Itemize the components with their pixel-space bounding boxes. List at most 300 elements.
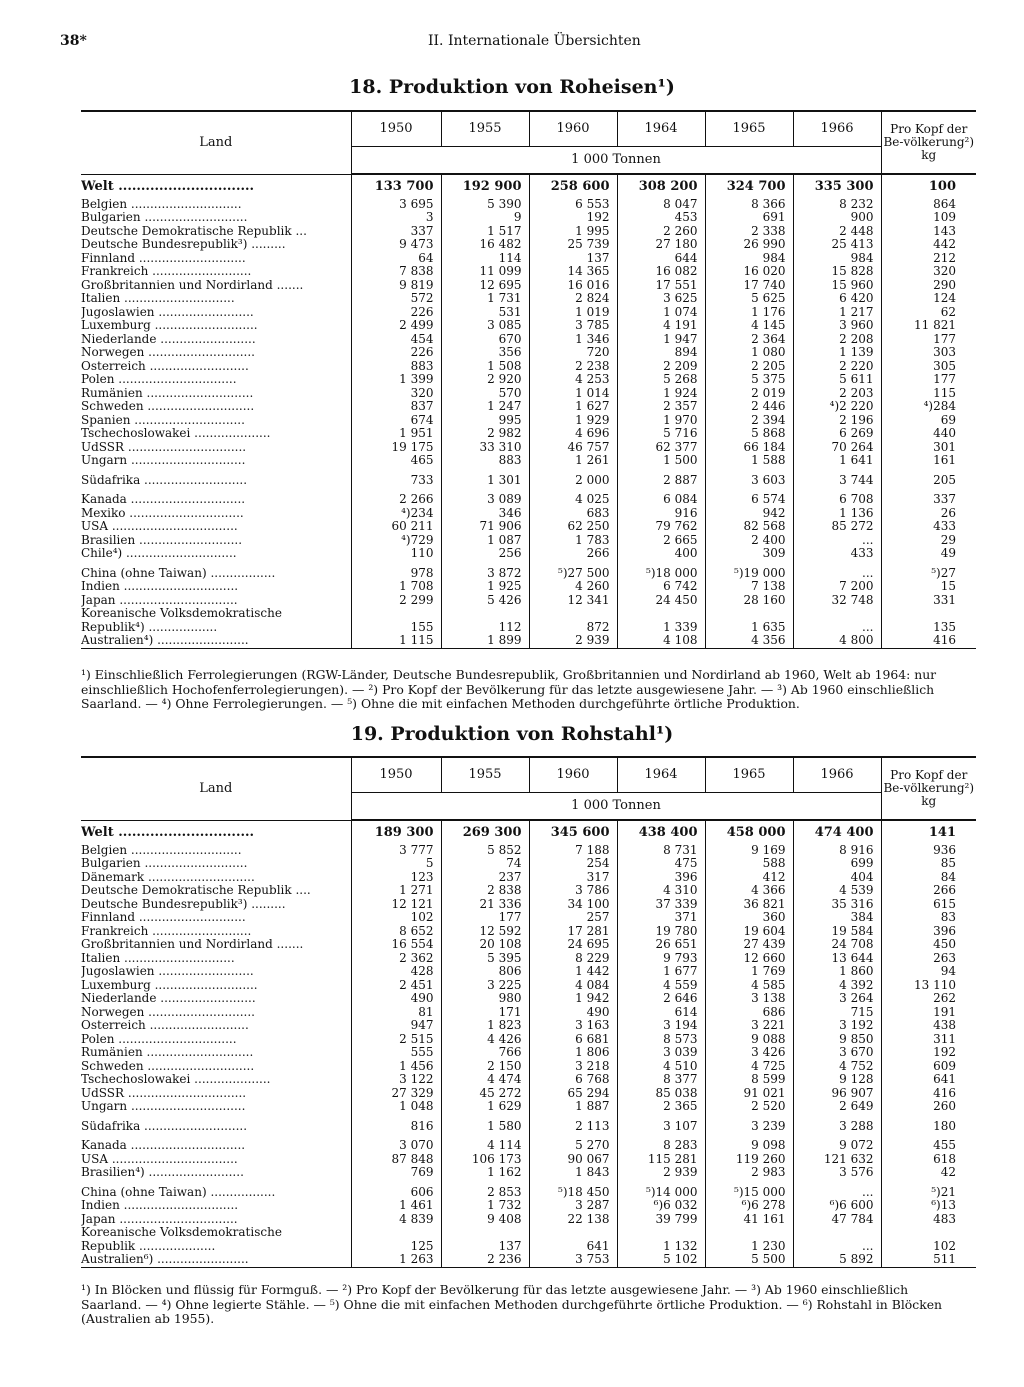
per-capita-cell: 442 xyxy=(881,238,976,252)
value-cell: 6 768 xyxy=(529,1073,617,1087)
value-cell: 26 990 xyxy=(705,238,793,252)
value-cell: 1 635 xyxy=(705,607,793,634)
value-cell: 1 346 xyxy=(529,333,617,347)
value-cell: 5 892 xyxy=(793,1253,881,1267)
value-cell: ⁶)6 278 xyxy=(705,1199,793,1213)
value-cell: 5 500 xyxy=(705,1253,793,1267)
value-cell: 1 230 xyxy=(705,1226,793,1253)
value-cell: 715 xyxy=(793,1006,881,1020)
value-cell: 475 xyxy=(617,857,705,871)
value-cell: 1 970 xyxy=(617,414,705,428)
table-row xyxy=(81,534,976,548)
per-capita-cell: 320 xyxy=(881,265,976,279)
value-cell: 978 xyxy=(351,561,441,581)
value-cell: 883 xyxy=(441,454,529,468)
table-19-footnote: ¹) In Blöcken und flüssig für Formguß. — ²) Pro Kopf der Bevölkerung für das letzte ausgewiesene Jahr. — ³) Ab 1960 einschließlich Saarland. — ⁴) Ohne legierte Stähle. — ⁵) Ohne die mit einfachen Methoden durchgeführte örtliche Produktion. — ⁶) Rohstahl in Blöcken (Australien ab 1955). xyxy=(81,1282,943,1326)
country-cell: Schweden ............................ xyxy=(81,400,255,413)
table-row xyxy=(81,306,976,320)
value-cell: 1 080 xyxy=(705,346,793,360)
per-capita-cell: 109 xyxy=(881,211,976,225)
value-cell: 9 408 xyxy=(441,1213,529,1227)
value-cell: 4 260 xyxy=(529,580,617,594)
table-row xyxy=(81,454,976,468)
value-cell: 4 839 xyxy=(351,1213,441,1227)
country-cell: Schweden ............................ xyxy=(81,1059,255,1073)
value-cell: 1 995 xyxy=(529,225,617,239)
value-cell: ⁵)15 000 xyxy=(705,1180,793,1200)
country-cell: Welt .............................. xyxy=(81,824,255,840)
value-cell: 9 072 xyxy=(793,1133,881,1153)
value-cell: 102 xyxy=(351,911,441,925)
value-cell: 25 739 xyxy=(529,238,617,252)
value-cell: 11 099 xyxy=(441,265,529,279)
value-cell: 8 573 xyxy=(617,1033,705,1047)
per-capita-cell: 450 xyxy=(881,938,976,952)
table-row xyxy=(81,992,976,1006)
value-cell: 226 xyxy=(351,346,441,360)
value-cell: 691 xyxy=(705,211,793,225)
value-cell: 7 838 xyxy=(351,265,441,279)
value-cell: 5 390 xyxy=(441,198,529,212)
value-cell: 2 853 xyxy=(441,1180,529,1200)
value-cell: 3 221 xyxy=(705,1019,793,1033)
table-row xyxy=(81,1253,976,1267)
value-cell: 9 819 xyxy=(351,279,441,293)
table-row xyxy=(81,1033,976,1047)
value-cell: 1 461 xyxy=(351,1199,441,1213)
table-row xyxy=(81,979,976,993)
value-cell: 74 xyxy=(441,857,529,871)
value-cell: 2 982 xyxy=(441,427,529,441)
value-cell: 2 362 xyxy=(351,952,441,966)
table-row xyxy=(81,1073,976,1087)
value-cell: 8 047 xyxy=(617,198,705,212)
value-cell: 872 xyxy=(529,607,617,634)
column-header-per-capita: Pro Kopf der Be-völkerung²) kg xyxy=(881,111,976,174)
country-cell: Japan ............................... xyxy=(81,593,238,607)
value-cell: 226 xyxy=(351,306,441,320)
country-cell: China (ohne Taiwan) ................. xyxy=(81,1184,276,1199)
value-cell: 670 xyxy=(441,333,529,347)
value-cell: 5 375 xyxy=(705,373,793,387)
value-cell: 115 281 xyxy=(617,1153,705,1167)
value-cell: 2 824 xyxy=(529,292,617,306)
value-cell: 371 xyxy=(617,911,705,925)
page-header xyxy=(60,33,960,53)
value-cell: 27 180 xyxy=(617,238,705,252)
value-cell: 3 872 xyxy=(441,561,529,581)
value-cell: 3 xyxy=(351,211,441,225)
value-cell: 17 740 xyxy=(705,279,793,293)
table-row xyxy=(81,1133,976,1153)
per-capita-cell: 83 xyxy=(881,911,976,925)
value-cell: 13 644 xyxy=(793,952,881,966)
country-cell: Bulgarien ........................... xyxy=(81,211,248,224)
value-cell: 96 907 xyxy=(793,1087,881,1101)
table-19-rohstahl xyxy=(81,756,976,1268)
table-row xyxy=(81,965,976,979)
value-cell: 2 499 xyxy=(351,319,441,333)
value-cell: 119 260 xyxy=(705,1153,793,1167)
value-cell: ⁴)2 220 xyxy=(793,400,881,414)
value-cell: 400 xyxy=(617,547,705,561)
value-cell: 2 646 xyxy=(617,992,705,1006)
per-capita-cell: 11 821 xyxy=(881,319,976,333)
column-header-land: Land xyxy=(81,757,351,820)
value-cell: 683 xyxy=(529,507,617,521)
value-cell: 356 xyxy=(441,346,529,360)
per-capita-cell: 49 xyxy=(881,547,976,561)
table-row xyxy=(81,547,976,561)
table-row xyxy=(81,1180,976,1200)
country-cell: Chile⁴) ............................. xyxy=(81,547,237,560)
table-row xyxy=(81,594,976,608)
value-cell: 3 753 xyxy=(529,1253,617,1267)
value-cell: 15 828 xyxy=(793,265,881,279)
section-title: II. Internationale Übersichten xyxy=(428,33,641,49)
value-cell: 1 732 xyxy=(441,1199,529,1213)
per-capita-cell: 192 xyxy=(881,1046,976,1060)
value-cell: 9 473 xyxy=(351,238,441,252)
value-cell: 4 356 xyxy=(705,634,793,648)
value-cell: 12 592 xyxy=(441,925,529,939)
table-row xyxy=(81,360,976,374)
country-cell: Deutsche Demokratische Republik ... xyxy=(81,224,307,238)
per-capita-cell: 177 xyxy=(881,333,976,347)
value-cell: 5 426 xyxy=(441,594,529,608)
value-cell: 6 574 xyxy=(705,487,793,507)
value-cell: 3 225 xyxy=(441,979,529,993)
value-cell: 3 194 xyxy=(617,1019,705,1033)
value-cell: 254 xyxy=(529,857,617,871)
value-cell: 17 281 xyxy=(529,925,617,939)
value-cell: 454 xyxy=(351,333,441,347)
value-cell: 256 xyxy=(441,547,529,561)
table-row xyxy=(81,211,976,225)
value-cell: 22 138 xyxy=(529,1213,617,1227)
value-cell: 2 365 xyxy=(617,1100,705,1114)
per-capita-cell: 15 xyxy=(881,580,976,594)
country-cell: Deutsche Demokratische Republik .... xyxy=(81,884,311,897)
per-capita-cell: 62 xyxy=(881,306,976,320)
value-cell: 14 365 xyxy=(529,265,617,279)
country-cell: Südafrika ........................... xyxy=(81,472,248,487)
country-cell: Niederlande ......................... xyxy=(81,992,256,1005)
table-row xyxy=(81,1019,976,1033)
value-cell: 686 xyxy=(705,1006,793,1020)
value-cell: 324 700 xyxy=(705,174,793,198)
country-cell: Welt .............................. xyxy=(81,178,255,194)
value-cell: 258 600 xyxy=(529,174,617,198)
value-cell: 396 xyxy=(617,871,705,885)
table-row xyxy=(81,387,976,401)
value-cell: 947 xyxy=(351,1019,441,1033)
per-capita-cell: 438 xyxy=(881,1019,976,1033)
country-cell: Brasilien⁴) ......................... xyxy=(81,1166,244,1179)
value-cell: 9 128 xyxy=(793,1073,881,1087)
value-cell: 2 208 xyxy=(793,333,881,347)
table-row xyxy=(81,1153,976,1167)
per-capita-cell: 263 xyxy=(881,952,976,966)
value-cell: 2 448 xyxy=(793,225,881,239)
country-cell: Niederlande ......................... xyxy=(81,332,256,346)
value-cell: 412 xyxy=(705,871,793,885)
per-capita-cell: 29 xyxy=(881,534,976,548)
value-cell: 1 136 xyxy=(793,507,881,521)
table-row xyxy=(81,561,976,581)
table-18-footnote: ¹) Einschließlich Ferrolegierungen (RGW-Länder, Deutsche Bundesrepublik, Großbritannien und Nordirland ab 1960, Welt ab 1964: nur einschließlich Hochofenferrolegierungen). — ²) Pro Kopf der Bevölkerung für das letzte ausgewiesene Jahr. — ³) Ab 1960 einschließlich Saarland. — ⁴) Ohne Ferrolegierungen. — ⁵) Ohne die mit einfachen Methoden durchgeführte örtliche Produktion. xyxy=(81,667,937,711)
table-18-roheisen xyxy=(81,110,976,649)
value-cell: 3 288 xyxy=(793,1114,881,1134)
value-cell: 192 xyxy=(529,211,617,225)
value-cell: 720 xyxy=(529,346,617,360)
value-cell: 41 161 xyxy=(705,1213,793,1227)
value-cell: 4 392 xyxy=(793,979,881,993)
per-capita-cell: 290 xyxy=(881,279,976,293)
per-capita-cell: 42 xyxy=(881,1166,976,1180)
per-capita-cell: 161 xyxy=(881,454,976,468)
table-row xyxy=(81,1060,976,1074)
country-cell: Indien .............................. xyxy=(81,580,239,593)
value-cell: 5 102 xyxy=(617,1253,705,1267)
value-cell: 12 660 xyxy=(705,952,793,966)
table-row xyxy=(81,952,976,966)
value-cell: 1 247 xyxy=(441,400,529,414)
value-cell: 2 649 xyxy=(793,1100,881,1114)
value-cell: 4 025 xyxy=(529,487,617,507)
per-capita-cell: 416 xyxy=(881,634,976,648)
per-capita-cell: 212 xyxy=(881,252,976,266)
value-cell: 1 263 xyxy=(351,1253,441,1267)
value-cell: 1 442 xyxy=(529,965,617,979)
value-cell: 7 138 xyxy=(705,580,793,594)
country-cell: Italien ............................. xyxy=(81,292,235,305)
value-cell: 6 553 xyxy=(529,198,617,212)
value-cell: 4 310 xyxy=(617,884,705,898)
value-cell: 2 205 xyxy=(705,360,793,374)
value-cell: 16 020 xyxy=(705,265,793,279)
value-cell: 9 169 xyxy=(705,844,793,858)
value-cell: 79 762 xyxy=(617,520,705,534)
table-row xyxy=(81,607,976,634)
value-cell: 2 203 xyxy=(793,387,881,401)
value-cell: 110 xyxy=(351,547,441,561)
value-cell: 2 520 xyxy=(705,1100,793,1114)
value-cell: 257 xyxy=(529,911,617,925)
value-cell: 4 426 xyxy=(441,1033,529,1047)
column-header-year: 1960 xyxy=(529,757,617,793)
per-capita-cell: 135 xyxy=(881,607,976,634)
table-row xyxy=(81,346,976,360)
value-cell: 1 261 xyxy=(529,454,617,468)
value-cell: 1 517 xyxy=(441,225,529,239)
per-capita-cell: 141 xyxy=(881,820,976,844)
value-cell: ⁴)729 xyxy=(351,534,441,548)
country-cell: Ungarn .............................. xyxy=(81,454,246,467)
value-cell: 1 899 xyxy=(441,634,529,648)
value-cell: 71 906 xyxy=(441,520,529,534)
value-cell: 465 xyxy=(351,454,441,468)
value-cell: 453 xyxy=(617,211,705,225)
value-cell: 5 852 xyxy=(441,844,529,858)
value-cell: 112 xyxy=(441,607,529,634)
per-capita-cell: 177 xyxy=(881,373,976,387)
value-cell: 1 139 xyxy=(793,346,881,360)
value-cell: 4 366 xyxy=(705,884,793,898)
value-cell: 404 xyxy=(793,871,881,885)
country-cell: Polen ............................... xyxy=(81,373,237,386)
table-row xyxy=(81,857,976,871)
value-cell: 2 665 xyxy=(617,534,705,548)
value-cell: 1 731 xyxy=(441,292,529,306)
table-row xyxy=(81,252,976,266)
country-cell: UdSSR ............................... xyxy=(81,1086,247,1100)
table-row xyxy=(81,238,976,252)
per-capita-cell: 864 xyxy=(881,198,976,212)
value-cell: 572 xyxy=(351,292,441,306)
per-capita-cell: 511 xyxy=(881,1253,976,1267)
table-row xyxy=(81,1166,976,1180)
value-cell: 1 339 xyxy=(617,607,705,634)
country-cell: Kanada .............................. xyxy=(81,1138,246,1152)
value-cell: 337 xyxy=(351,225,441,239)
per-capita-cell: 301 xyxy=(881,441,976,455)
per-capita-cell: 94 xyxy=(881,965,976,979)
value-cell: 66 184 xyxy=(705,441,793,455)
value-cell: 4 752 xyxy=(793,1060,881,1074)
table-row xyxy=(81,279,976,293)
table-row xyxy=(81,938,976,952)
value-cell: 4 725 xyxy=(705,1060,793,1074)
value-cell: 4 191 xyxy=(617,319,705,333)
value-cell: 8 599 xyxy=(705,1073,793,1087)
country-cell: Italien ............................. xyxy=(81,951,235,965)
country-cell: Brasilien ........................... xyxy=(81,533,243,547)
per-capita-cell: 609 xyxy=(881,1060,976,1074)
country-cell: Finnland ............................ xyxy=(81,251,246,265)
value-cell: 1 399 xyxy=(351,373,441,387)
value-cell: 4 510 xyxy=(617,1060,705,1074)
per-capita-cell: 191 xyxy=(881,1006,976,1020)
value-cell: 114 xyxy=(441,252,529,266)
table-row xyxy=(81,468,976,488)
value-cell: 155 xyxy=(351,607,441,634)
value-cell: 1 048 xyxy=(351,1100,441,1114)
value-cell: ⁵)18 000 xyxy=(617,561,705,581)
value-cell: 837 xyxy=(351,400,441,414)
country-cell: Koreanische Volksdemokratische Republik⁴) .................. xyxy=(81,607,282,634)
per-capita-cell: 266 xyxy=(881,884,976,898)
value-cell: 984 xyxy=(705,252,793,266)
value-cell: 3 089 xyxy=(441,487,529,507)
value-cell: 17 551 xyxy=(617,279,705,293)
value-cell: 12 695 xyxy=(441,279,529,293)
value-cell: 4 114 xyxy=(441,1133,529,1153)
unit-label: 1 000 Tonnen xyxy=(351,793,881,821)
per-capita-cell: 262 xyxy=(881,992,976,1006)
country-cell: Bulgarien ........................... xyxy=(81,857,248,870)
value-cell: 70 264 xyxy=(793,441,881,455)
table-row xyxy=(81,1226,976,1253)
value-cell: 2 236 xyxy=(441,1253,529,1267)
value-cell: 644 xyxy=(617,252,705,266)
value-cell: 1 929 xyxy=(529,414,617,428)
value-cell: 995 xyxy=(441,414,529,428)
value-cell: ... xyxy=(793,534,881,548)
value-cell: 1 087 xyxy=(441,534,529,548)
value-cell: 1 132 xyxy=(617,1226,705,1253)
value-cell: 4 585 xyxy=(705,979,793,993)
table-row xyxy=(81,844,976,858)
value-cell: 346 xyxy=(441,507,529,521)
value-cell: 6 742 xyxy=(617,580,705,594)
value-cell: 3 239 xyxy=(705,1114,793,1134)
value-cell: 2 338 xyxy=(705,225,793,239)
value-cell: 3 744 xyxy=(793,468,881,488)
value-cell: 8 916 xyxy=(793,844,881,858)
value-cell: 1 843 xyxy=(529,1166,617,1180)
value-cell: 3 085 xyxy=(441,319,529,333)
value-cell: 3 070 xyxy=(351,1133,441,1153)
value-cell: 123 xyxy=(351,871,441,885)
value-cell: 320 xyxy=(351,387,441,401)
per-capita-cell: 440 xyxy=(881,427,976,441)
value-cell: 317 xyxy=(529,871,617,885)
value-cell: 2 000 xyxy=(529,468,617,488)
table-row xyxy=(81,427,976,441)
value-cell: 2 446 xyxy=(705,400,793,414)
value-cell: 3 192 xyxy=(793,1019,881,1033)
value-cell: 4 474 xyxy=(441,1073,529,1087)
value-cell: 3 777 xyxy=(351,844,441,858)
value-cell: 1 588 xyxy=(705,454,793,468)
per-capita-cell: 180 xyxy=(881,1114,976,1134)
country-cell: Österreich .......................... xyxy=(81,359,249,373)
value-cell: 8 377 xyxy=(617,1073,705,1087)
value-cell: 2 357 xyxy=(617,400,705,414)
value-cell: 766 xyxy=(441,1046,529,1060)
value-cell: 2 364 xyxy=(705,333,793,347)
value-cell: 1 925 xyxy=(441,580,529,594)
value-cell: 106 173 xyxy=(441,1153,529,1167)
country-cell: USA ................................. xyxy=(81,520,238,533)
value-cell: 6 681 xyxy=(529,1033,617,1047)
value-cell: 1 887 xyxy=(529,1100,617,1114)
value-cell: 1 641 xyxy=(793,454,881,468)
value-cell: 12 121 xyxy=(351,898,441,912)
value-cell: 2 400 xyxy=(705,534,793,548)
per-capita-cell: ⁴)284 xyxy=(881,400,976,414)
table-row xyxy=(81,373,976,387)
value-cell: 269 300 xyxy=(441,820,529,844)
value-cell: 1 860 xyxy=(793,965,881,979)
table-row xyxy=(81,319,976,333)
value-cell: 237 xyxy=(441,871,529,885)
per-capita-cell: 641 xyxy=(881,1073,976,1087)
value-cell: 984 xyxy=(793,252,881,266)
per-capita-cell: 615 xyxy=(881,898,976,912)
value-cell: 490 xyxy=(529,1006,617,1020)
country-cell: Frankreich .......................... xyxy=(81,924,252,938)
per-capita-cell: 102 xyxy=(881,1226,976,1253)
value-cell: 6 420 xyxy=(793,292,881,306)
table-row xyxy=(81,487,976,507)
value-cell: 85 272 xyxy=(793,520,881,534)
value-cell: 20 108 xyxy=(441,938,529,952)
value-cell: 2 939 xyxy=(617,1166,705,1180)
value-cell: 428 xyxy=(351,965,441,979)
value-cell: 24 450 xyxy=(617,594,705,608)
